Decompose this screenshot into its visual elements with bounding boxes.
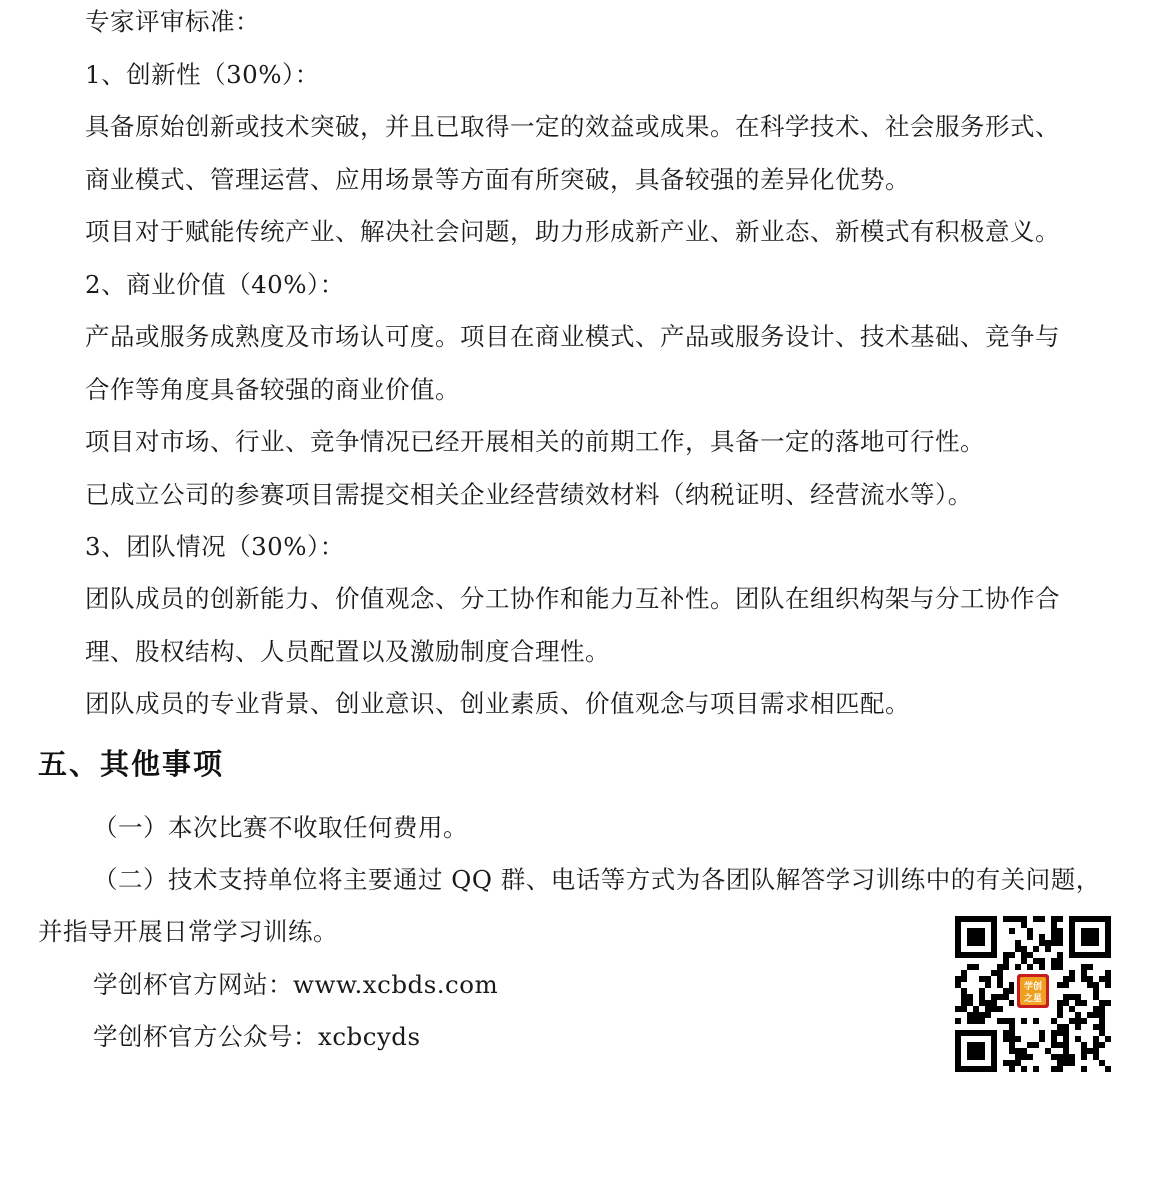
qr-module: [1081, 1042, 1087, 1048]
qr-module: [967, 994, 973, 1000]
qr-module: [1057, 928, 1063, 934]
qr-module: [1057, 1012, 1063, 1018]
qr-module: [1051, 1042, 1057, 1048]
qr-module: [1039, 1030, 1045, 1036]
innovation-paragraph-2: 项目对于赋能传统产业、解决社会问题，助力形成新产业、新业态、新模式有积极意义。: [85, 217, 1060, 246]
qr-module: [1015, 964, 1021, 970]
qr-module: [1027, 964, 1033, 970]
qr-module: [955, 1018, 961, 1024]
innovation-label: 1、创新性（30%）：: [85, 60, 320, 89]
team-paragraph-1-line-2: 理、股权结构、人员配置以及激励制度合理性。: [85, 637, 610, 666]
qr-module: [1009, 1036, 1015, 1042]
qr-module: [1081, 970, 1087, 976]
qr-module: [997, 982, 1003, 988]
qr-module: [979, 1018, 985, 1024]
qr-module: [1057, 1054, 1063, 1060]
qr-module: [1063, 994, 1069, 1000]
qr-module: [1009, 1048, 1015, 1054]
qr-module: [1051, 1066, 1057, 1072]
qr-module: [967, 1012, 973, 1018]
qr-module: [979, 976, 985, 982]
qr-module: [1063, 1060, 1069, 1066]
official-website: 学创杯官方网站：www.xcbds.com: [93, 970, 499, 999]
qr-module: [1075, 1000, 1081, 1006]
qr-module: [979, 988, 985, 994]
qr-module: [1021, 916, 1027, 922]
qr-module: [997, 976, 1003, 982]
qr-module: [955, 982, 961, 988]
qr-module: [1099, 976, 1105, 982]
qr-module: [1009, 1030, 1015, 1036]
qr-module: [1057, 934, 1063, 940]
qr-module: [1057, 916, 1063, 922]
qr-module: [1057, 1006, 1063, 1012]
qr-module: [1069, 1060, 1075, 1066]
qr-module: [967, 1000, 973, 1006]
qr-module: [1039, 940, 1045, 946]
qr-module: [1093, 1012, 1099, 1018]
qr-module: [1027, 1042, 1033, 1048]
qr-module: [1015, 1060, 1021, 1066]
criteria-title: 专家评审标准：: [85, 7, 260, 36]
qr-module: [1009, 1066, 1015, 1072]
qr-module: [961, 994, 967, 1000]
qr-module: [1105, 1036, 1111, 1042]
qr-module: [1057, 1000, 1063, 1006]
other-item-1: （一）本次比赛不收取任何费用。: [93, 813, 468, 842]
qr-module: [1015, 1048, 1021, 1054]
qr-module: [1057, 964, 1063, 970]
qr-module: [1081, 1048, 1087, 1054]
qr-module: [979, 1012, 985, 1018]
qr-module: [1039, 934, 1045, 940]
qr-module: [1027, 928, 1033, 934]
qr-finder-top-left: [955, 916, 997, 958]
other-item-2-line-1: （二）技术支持单位将主要通过 QQ 群、电话等方式为各团队解答学习训练中的有关问题，: [93, 865, 1101, 894]
qr-module: [1069, 970, 1075, 976]
qr-module: [1051, 958, 1057, 964]
qr-module: [1063, 1054, 1069, 1060]
qr-module: [967, 1018, 973, 1024]
qr-module: [955, 976, 961, 982]
qr-module: [1063, 1042, 1069, 1048]
qr-module: [1051, 964, 1057, 970]
qr-module: [1051, 1030, 1057, 1036]
team-label: 3、团队情况（30%）：: [85, 532, 345, 561]
qr-module: [1057, 1024, 1063, 1030]
qr-module: [1009, 1042, 1015, 1048]
qr-module: [961, 988, 967, 994]
qr-module: [1075, 1018, 1081, 1024]
qr-module: [1033, 1018, 1039, 1024]
qr-module: [1033, 946, 1039, 952]
qr-module: [1105, 976, 1111, 982]
qr-module: [1027, 934, 1033, 940]
qr-module: [1105, 970, 1111, 976]
qr-module: [1051, 1018, 1057, 1024]
qr-module: [1069, 994, 1075, 1000]
qr-module: [991, 1000, 997, 1006]
qr-module: [1051, 1054, 1057, 1060]
qr-module: [1087, 1048, 1093, 1054]
qr-module: [1093, 982, 1099, 988]
qr-module: [1045, 1048, 1051, 1054]
qr-finder-top-right: [1069, 916, 1111, 958]
qr-module: [1009, 916, 1015, 922]
qr-module: [1057, 1060, 1063, 1066]
qr-module: [961, 976, 967, 982]
qr-module: [1015, 946, 1021, 952]
qr-module: [1021, 1018, 1027, 1024]
qr-module: [1057, 1066, 1063, 1072]
qr-module: [1021, 922, 1027, 928]
qr-module: [1063, 1030, 1069, 1036]
qr-module: [1069, 1006, 1075, 1012]
qr-module: [973, 1006, 979, 1012]
qr-module: [997, 1006, 1003, 1012]
qr-module: [1009, 952, 1015, 958]
qr-module: [1069, 1054, 1075, 1060]
qr-module: [1099, 1018, 1105, 1024]
qr-module: [1099, 1024, 1105, 1030]
qr-module: [1099, 1006, 1105, 1012]
qr-module: [1039, 916, 1045, 922]
qr-module: [979, 994, 985, 1000]
qr-module: [1009, 1060, 1015, 1066]
qr-module: [1069, 976, 1075, 982]
business-paragraph-1-line-1: 产品或服务成熟度及市场认可度。项目在商业模式、产品或服务设计、技术基础、竞争与: [85, 322, 1060, 351]
qr-module: [1039, 1036, 1045, 1042]
qr-module: [1093, 1036, 1099, 1042]
qr-module: [1051, 934, 1057, 940]
qr-module: [1081, 964, 1087, 970]
qr-module: [1099, 1000, 1105, 1006]
business-label: 2、商业价值（40%）：: [85, 270, 345, 299]
qr-module: [1003, 1060, 1009, 1066]
qr-module: [1099, 1030, 1105, 1036]
qr-module: [991, 1006, 997, 1012]
business-paragraph-1-line-2: 合作等角度具备较强的商业价值。: [85, 375, 460, 404]
qr-module: [1063, 1000, 1069, 1006]
qr-module: [985, 982, 991, 988]
qr-module: [1003, 988, 1009, 994]
qr-module: [985, 1012, 991, 1018]
qr-module: [1051, 1036, 1057, 1042]
other-item-2-line-2: 并指导开展日常学习训练。: [38, 917, 338, 946]
qr-module: [967, 964, 973, 970]
qr-module: [1045, 946, 1051, 952]
qr-module: [979, 1000, 985, 1006]
qr-module: [997, 1018, 1003, 1024]
qr-module: [1051, 916, 1057, 922]
qr-module: [1039, 958, 1045, 964]
qr-module: [997, 970, 1003, 976]
qr-module: [1021, 1048, 1027, 1054]
qr-module: [1075, 1012, 1081, 1018]
qr-module: [1063, 976, 1069, 982]
qr-module: [997, 994, 1003, 1000]
qr-module: [955, 1006, 961, 1012]
qr-module: [1057, 958, 1063, 964]
qr-module: [1033, 1066, 1039, 1072]
qr-module: [1087, 1012, 1093, 1018]
qr-code: [953, 914, 1113, 1074]
qr-module: [1087, 982, 1093, 988]
business-paragraph-2: 项目对市场、行业、竞争情况已经开展相关的前期工作，具备一定的落地可行性。: [85, 427, 985, 456]
qr-module: [1081, 1054, 1087, 1060]
qr-module: [1093, 1006, 1099, 1012]
qr-module: [997, 964, 1003, 970]
qr-module: [1003, 994, 1009, 1000]
qr-module: [1063, 1036, 1069, 1042]
section-heading-other-matters: 五、其他事项: [38, 747, 225, 781]
qr-logo-text: 学创: [1023, 982, 1043, 992]
business-paragraph-3: 已成立公司的参赛项目需提交相关企业经营绩效材料（纳税证明、经营流水等）。: [85, 480, 973, 509]
qr-module: [1021, 1054, 1027, 1060]
qr-module: [1057, 1030, 1063, 1036]
qr-module: [1015, 916, 1021, 922]
qr-module: [973, 1018, 979, 1024]
qr-module: [1099, 1042, 1105, 1048]
qr-module: [1105, 982, 1111, 988]
qr-module: [1009, 1024, 1015, 1030]
qr-module: [985, 976, 991, 982]
qr-module: [1039, 964, 1045, 970]
qr-module: [1051, 940, 1057, 946]
qr-module: [1003, 1018, 1009, 1024]
qr-module: [1105, 1000, 1111, 1006]
qr-module: [1093, 1024, 1099, 1030]
qr-module: [1027, 952, 1033, 958]
qr-module: [973, 1012, 979, 1018]
qr-module: [1081, 1000, 1087, 1006]
qr-module: [1069, 1018, 1075, 1024]
qr-logo-text-2: 之星: [1023, 994, 1043, 1004]
qr-module: [1003, 952, 1009, 958]
qr-module: [1087, 964, 1093, 970]
qr-module: [1063, 1024, 1069, 1030]
team-paragraph-2: 团队成员的专业背景、创业意识、创业素质、价值观念与项目需求相匹配。: [85, 689, 910, 718]
qr-module: [1021, 946, 1027, 952]
qr-module: [961, 970, 967, 976]
qr-module: [1093, 994, 1099, 1000]
qr-module: [1057, 940, 1063, 946]
qr-module: [1057, 1042, 1063, 1048]
qr-module: [991, 994, 997, 1000]
qr-module: [985, 1000, 991, 1006]
qr-module: [1015, 940, 1021, 946]
qr-module: [1033, 1042, 1039, 1048]
innovation-paragraph-1-line-2: 商业模式、管理运营、应用场景等方面有所突破，具备较强的差异化优势。: [85, 165, 910, 194]
qr-module: [1081, 976, 1087, 982]
qr-module: [1051, 928, 1057, 934]
qr-module: [1051, 922, 1057, 928]
qr-module: [1033, 958, 1039, 964]
qr-module: [1033, 916, 1039, 922]
qr-module: [985, 1006, 991, 1012]
qr-module: [1099, 1060, 1105, 1066]
qr-module: [961, 1006, 967, 1012]
qr-module: [1105, 1066, 1111, 1072]
qr-module: [1003, 958, 1009, 964]
qr-module: [1003, 1030, 1009, 1036]
qr-module: [1003, 916, 1009, 922]
team-paragraph-1-line-1: 团队成员的创新能力、价值观念、分工协作和能力互补性。团队在组织构架与分工协作合: [85, 584, 1060, 613]
qr-module: [1009, 928, 1015, 934]
qr-module: [1093, 1054, 1099, 1060]
qr-module: [1075, 994, 1081, 1000]
qr-module: [1057, 952, 1063, 958]
qr-module: [1099, 1012, 1105, 1018]
qr-center-logo-icon: [1014, 971, 1052, 1011]
qr-module: [1015, 1054, 1021, 1060]
qr-module: [1087, 976, 1093, 982]
qr-module: [1093, 988, 1099, 994]
qr-module: [1063, 982, 1069, 988]
qr-module: [1093, 1042, 1099, 1048]
qr-module: [1063, 1048, 1069, 1054]
qr-finder-bottom-left: [955, 1030, 997, 1072]
qr-module: [991, 970, 997, 976]
qr-module: [1015, 1036, 1021, 1042]
qr-module: [973, 964, 979, 970]
official-wechat: 学创杯官方公众号：xcbcyds: [93, 1022, 421, 1051]
qr-module: [1093, 1048, 1099, 1054]
qr-module: [1021, 958, 1027, 964]
qr-module: [1027, 1054, 1033, 1060]
qr-module: [1081, 1066, 1087, 1072]
innovation-paragraph-1-line-1: 具备原始创新或技术突破，并且已取得一定的效益或成果。在科学技术、社会服务形式、: [85, 112, 1060, 141]
qr-module: [1003, 1036, 1009, 1042]
qr-module: [1009, 1018, 1015, 1024]
qr-module: [1075, 1024, 1081, 1030]
qr-module: [1021, 1066, 1027, 1072]
qr-module: [1057, 982, 1063, 988]
qr-module: [1045, 940, 1051, 946]
qr-module: [1081, 1018, 1087, 1024]
qr-module: [1021, 952, 1027, 958]
qr-module: [1075, 1036, 1081, 1042]
qr-module: [961, 1000, 967, 1006]
qr-module: [1003, 964, 1009, 970]
